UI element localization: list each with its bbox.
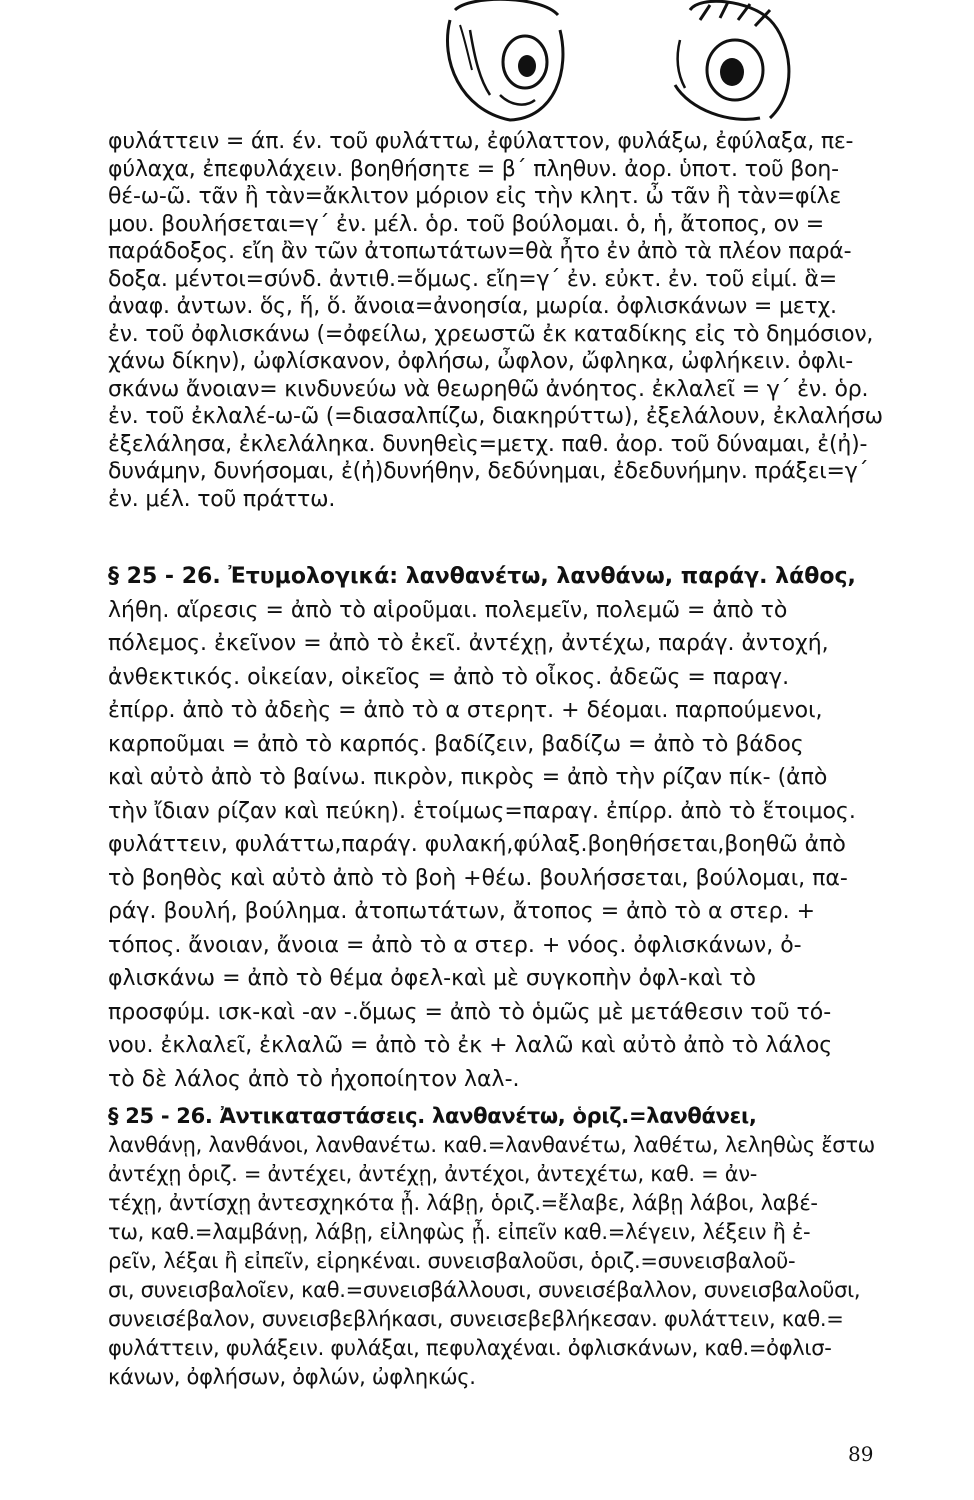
substitutions-line: ἀντέχῃ ὁριζ. = ἀντέχει, ἀντέχῃ, ἀντέχοι, ἀντεχέτω, καθ. = ἀν-	[108, 1162, 758, 1186]
etymology-line: ἐπίρρ. ἀπὸ τὸ ἀδεὴς = ἀπὸ τὸ α στερητ. + δέομαι. παρπούμενοι,	[108, 698, 823, 723]
etymology-line: τὸ δὲ λάλος ἀπὸ τὸ ἠχοποίητον λαλ-.	[108, 1066, 520, 1092]
substitutions-line: σι, συνεισβαλοῖεν, καθ.=συνεισβάλλουσι, συνεισέβαλλον, συνεισβαλοῦσι,	[108, 1278, 861, 1302]
etymology-line: προσφύμ. ισκ-καὶ -αν -.ὅμως = ἀπὸ τὸ ὁμῶς μὲ μετάθεσιν τοῦ τό-	[108, 999, 832, 1025]
etymology-line: καὶ αὐτὸ ἀπὸ τὸ βαίνω. πικρὸν, πικρὸς = ἀπὸ τὴν ρίζαν πίκ- (ἀπὸ	[108, 765, 828, 790]
vocab-line: παράδοξος. εἴη ἂν τῶν ἀτοπωτάτων=θὰ ἦτο ἐν ἀπὸ τὰ πλέον παρά-	[108, 239, 852, 264]
vocab-line: σκάνω ἄνοιαν= κινδυνεύω νὰ θεωρηθῶ ἀνόητος. ἐκλαλεῖ = γ΄ ἐν. ὁρ.	[108, 376, 869, 402]
vocab-line: μου. βουλήσεται=γ΄ ἐν. μέλ. ὁρ. τοῦ βούλομαι. ὁ, ἡ, ἄτοπος, ον =	[108, 211, 824, 237]
etymology-line: τὴν ἴδιαν ρίζαν καὶ πεύκη). ἑτοίμως=παραγ. ἐπίρρ. ἀπὸ τὸ ἕτοιμος.	[108, 798, 856, 824]
etymology-line: τόπος. ἄνοιαν, ἄνοια = ἀπὸ τὸ α στερ. + νόος. ὀφλισκάνων, ὀ-	[108, 932, 802, 958]
vocab-line: χάνω δίκην), ὠφλίσκανον, ὀφλήσω, ὦφλον, ὤφληκα, ὠφλήκειν. ὀφλι-	[108, 349, 854, 374]
substitutions-section	[108, 1102, 888, 1392]
etymology-line: πόλεμος. ἐκεῖνον = ἀπὸ τὸ ἐκεῖ. ἀντέχῃ, ἀντέχω, παράγ. ἀντοχή,	[108, 631, 829, 656]
etymology-line: ράγ. βουλή, βούλημα. ἀτοπωτάτων, ἄτοπος = ἀπὸ τὸ α στερ. +	[108, 899, 815, 924]
etymology-line: καρποῦμαι = ἀπὸ τὸ καρπός. βαδίζειν, βαδίζω = ἀπὸ τὸ βάδος	[108, 731, 804, 757]
etymology-line: νου. ἐκλαλεῖ, ἐκλαλῶ = ἀπὸ τὸ ἐκ + λαλῶ καὶ αὐτὸ ἀπὸ τὸ λάλος	[108, 1033, 833, 1058]
vocab-line: ἐξελάλησα, ἐκλελάληκα. δυνηθεὶς=μετχ. παθ. ἀορ. τοῦ δύναμαι, ἐ(ἠ)-	[108, 431, 868, 457]
vocab-line: ἐν. μέλ. τοῦ πράττω.	[108, 486, 336, 512]
vocab-line: δυνάμην, δυνήσομαι, ἐ(ἠ)δυνήθην, δεδύνημαι, ἐδεδυνήμην. πράξει=γ΄	[108, 459, 869, 484]
substitutions-line: ρεῖν, λέξαι ἢ εἰπεῖν, εἰρηκέναι. συνεισβαλοῦσι, ὁριζ.=συνεισβαλοῦ-	[108, 1249, 796, 1273]
cartoon-face-drawing-2	[660, 0, 820, 125]
etymology-line: λήθη. αἵρεσις = ἀπὸ τὸ αἱροῦμαι. πολεμεῖν, πολεμῶ = ἀπὸ τὸ	[108, 597, 788, 623]
page-number: 89	[848, 1442, 874, 1466]
substitutions-line: τέχῃ, ἀντίσχῃ ἀντεσχηκότα ᾖ. λάβῃ, ὁριζ.=ἔλαβε, λάβῃ λάβοι, λαβέ-	[108, 1191, 818, 1215]
substitutions-line: κάνων, ὀφλήσων, ὀφλών, ὠφληκώς.	[108, 1365, 476, 1389]
etymology-line: φλισκάνω = ἀπὸ τὸ θέμα ὀφελ-καὶ μὲ συγκοπὴν ὀφλ-καὶ τὸ	[108, 966, 757, 991]
substitutions-line: λανθάνῃ, λανθάνοι, λανθανέτω. καθ.=λανθανέτω, λαθέτω, λεληθὼς ἔστω	[108, 1133, 875, 1157]
vocab-line: ἐν. τοῦ ἐκλαλέ-ω-ῶ (=διασαλπίζω, διακηρύττω), ἐξελάλουν, ἐκλαλήσω	[108, 404, 883, 429]
vocab-line: δοξα. μέντοι=σύνδ. ἀντιθ.=ὅμως. εἴη=γ΄ ἐν. εὐκτ. ἐν. τοῦ εἰμί. ἃ=	[108, 266, 837, 292]
substitutions-line: τω, καθ.=λαμβάνῃ, λάβῃ, εἰληφὼς ᾖ. εἰπεῖν καθ.=λέγειν, λέξειν ἢ ἐ-	[108, 1220, 811, 1244]
etymology-line: τὸ βοηθὸς καὶ αὐτὸ ἀπὸ τὸ βοὴ +θέω. βουλήσσεται, βούλομαι, πα-	[108, 865, 848, 891]
substitutions-line: φυλάττειν, φυλάξειν. φυλάξαι, πεφυλαχέναι. ὀφλισκάνων, καθ.=ὀφλισ-	[108, 1336, 832, 1360]
etymology-heading-line: § 25 - 26. Ἐτυμολογικά: λανθανέτω, λανθάνω, παράγ. λάθος,	[108, 564, 856, 589]
etymology-line: ἀνθεκτικός. οἰκείαν, οἰκεῖος = ἀπὸ τὸ οἶκος. ἀδεῶς = παραγ.	[108, 664, 790, 690]
vocabulary-section	[108, 128, 888, 513]
vocab-line: ἀναφ. ἀντων. ὅς, ἥ, ὅ. ἄνοια=ἀνοησία, μωρία. ὀφλισκάνων = μετχ.	[108, 294, 837, 319]
substitutions-heading-line: § 25 - 26. Ἀντικαταστάσεις. λανθανέτω, ὁριζ.=λανθάνει,	[108, 1104, 757, 1128]
vocab-line: φυλάττειν = άπ. έν. τοῦ φυλάττω, ἐφύλαττον, φυλάξω, ἐφύλαξα, πε-	[108, 129, 854, 154]
vocab-line: φύλαχα, ἐπεφυλάχειν. βοηθήσητε = β΄ πληθυν. ἀορ. ὑποτ. τοῦ βοη-	[108, 156, 839, 182]
vocab-line: ἐν. τοῦ ὀφλισκάνω (=ὀφείλω, χρεωστῶ ἐκ καταδίκης εἰς τὸ δημόσιον,	[108, 321, 874, 347]
cartoon-face-drawing	[430, 0, 580, 125]
etymology-section	[108, 560, 888, 1096]
vocab-line: θέ-ω-ῶ. τᾶν ἢ τὰν=ἄκλιτον μόριον εἰς τὴν κλητ. ὦ τᾶν ἢ τὰν=φίλε	[108, 184, 842, 209]
substitutions-line: συνεισέβαλον, συνεισβεβλήκασι, συνεισεβεβλήκεσαν. φυλάττειν, καθ.=	[108, 1307, 844, 1331]
etymology-line: φυλάττειν, φυλάττω,παράγ. φυλακή,φύλαξ.βοηθήσεται,βοηθῶ ἀπὸ	[108, 832, 846, 857]
